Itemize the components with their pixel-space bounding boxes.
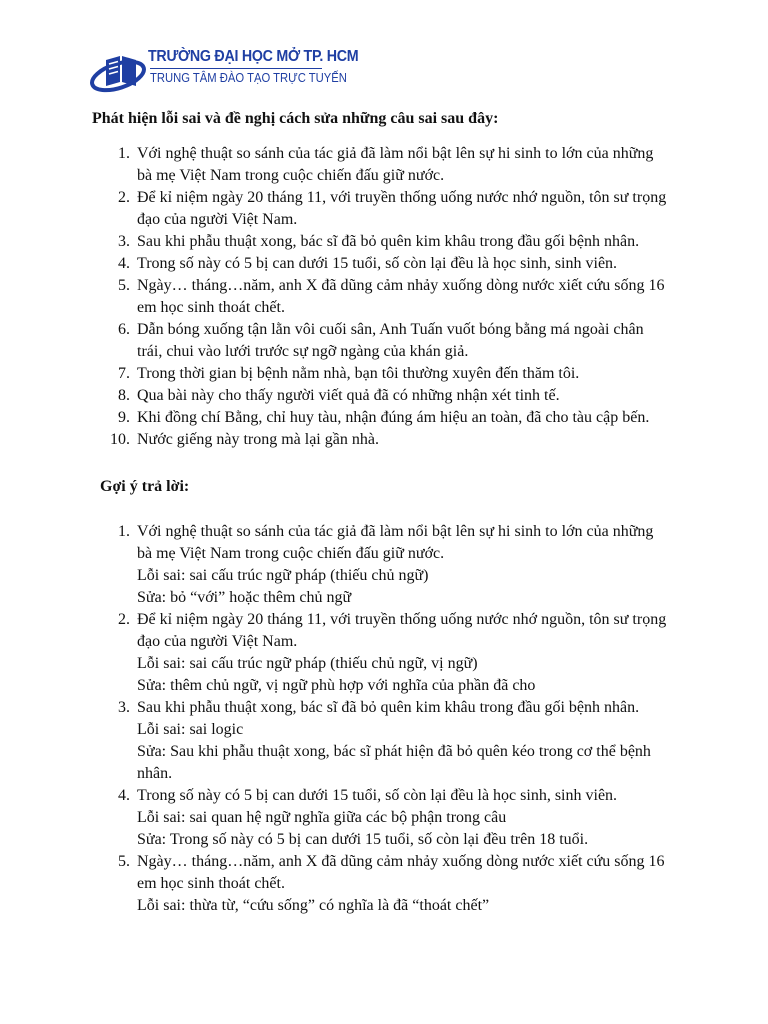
list-item-line: trái, chui vào lưới trước sự ngỡ ngàng của khán giả. (137, 343, 469, 360)
exercise-item (100, 187, 700, 231)
answer-item (100, 609, 700, 697)
list-item-line: Dẫn bóng xuống tận lằn vôi cuối sân, Anh Tuấn vuốt bóng bằng má ngoài chân (137, 321, 644, 338)
list-item-line: đạo của người Việt Nam. (137, 211, 298, 228)
list-item-line: Với nghệ thuật so sánh của tác giả đã làm nổi bật lên sự hi sinh to lớn của những (137, 523, 654, 540)
list-item-line: em học sinh thoát chết. (137, 875, 285, 892)
answer-item (100, 851, 700, 917)
book-swoosh-icon (90, 40, 150, 100)
list-item-line: nhân. (137, 765, 173, 782)
list-item-number: 4. (118, 255, 130, 272)
answers-list (100, 521, 700, 917)
list-item-line: Lỗi sai: sai cấu trúc ngữ pháp (thiếu chủ ngữ, vị ngữ) (137, 655, 478, 672)
list-item-line: Để kỉ niệm ngày 20 tháng 11, với truyền thống uống nước nhớ nguồn, tôn sư trọng (137, 611, 667, 628)
answer-item (100, 785, 700, 851)
list-item-line: Sửa: Sau khi phẫu thuật xong, bác sĩ phát hiện đã bỏ quên kéo trong cơ thể bệnh (137, 743, 651, 760)
exercise-heading: Phát hiện lỗi sai và đề nghị cách sửa những câu sai sau đây: (92, 110, 499, 127)
logo-subtitle: TRUNG TÂM ĐÀO TẠO TRỰC TUYẾN (150, 71, 347, 85)
list-item-number: 5. (118, 277, 130, 294)
list-item-line: Lỗi sai: sai logic (137, 721, 244, 738)
logo-divider (150, 68, 322, 69)
list-item-line: Sau khi phẫu thuật xong, bác sĩ đã bỏ quên kim khâu trong đầu gối bệnh nhân. (137, 233, 640, 250)
list-item-line: Sau khi phẫu thuật xong, bác sĩ đã bỏ quên kim khâu trong đầu gối bệnh nhân. (137, 699, 640, 716)
exercise-item (100, 253, 700, 275)
list-item-line: Ngày… tháng…năm, anh X đã dũng cảm nhảy xuống dòng nước xiết cứu sống 16 (137, 853, 665, 870)
university-logo (90, 40, 359, 100)
exercise-item (100, 429, 700, 451)
exercise-item (100, 143, 700, 187)
list-item-number: 3. (118, 699, 130, 716)
list-item-line: Khi đồng chí Bằng, chỉ huy tàu, nhận đúng ám hiệu an toàn, đã cho tàu cập bến. (137, 409, 650, 426)
list-item-number: 4. (118, 787, 130, 804)
answer-item (100, 697, 700, 785)
exercise-item (100, 407, 700, 429)
list-item-number: 1. (118, 145, 130, 162)
list-item-line: Nước giếng này trong mà lại gần nhà. (137, 431, 379, 448)
list-item-line: Lỗi sai: sai quan hệ ngữ nghĩa giữa các bộ phận trong câu (137, 809, 507, 826)
list-item-line: Qua bài này cho thấy người viết quả đã có những nhận xét tinh tế. (137, 387, 560, 404)
list-item-number: 6. (118, 321, 130, 338)
list-item-number: 3. (118, 233, 130, 250)
exercise-item (100, 231, 700, 253)
list-item-line: Trong số này có 5 bị can dưới 15 tuổi, số còn lại đều là học sinh, sinh viên. (137, 255, 618, 272)
list-item-number: 9. (118, 409, 130, 426)
list-item-line: Để kỉ niệm ngày 20 tháng 11, với truyền thống uống nước nhớ nguồn, tôn sư trọng (137, 189, 667, 206)
exercise-item (100, 319, 700, 363)
list-item-line: bà mẹ Việt Nam trong cuộc chiến đấu giữ nước. (137, 545, 445, 562)
logo-title: TRƯỜNG ĐẠI HỌC MỞ TP. HCM (148, 48, 359, 65)
list-item-line: Với nghệ thuật so sánh của tác giả đã làm nổi bật lên sự hi sinh to lớn của những (137, 145, 654, 162)
list-item-line: Sửa: Trong số này có 5 bị can dưới 15 tuổi, số còn lại đều trên 18 tuổi. (137, 831, 589, 848)
exercise-item (100, 385, 700, 407)
list-item-number: 8. (118, 387, 130, 404)
list-item-line: Sửa: bỏ “với” hoặc thêm chủ ngữ (137, 589, 352, 606)
exercise-item (100, 275, 700, 319)
list-item-number: 1. (118, 523, 130, 540)
answers-heading: Gợi ý trả lời: (100, 478, 190, 495)
exercise-item (100, 363, 700, 385)
list-item-line: em học sinh thoát chết. (137, 299, 285, 316)
list-item-number: 7. (118, 365, 130, 382)
list-item-number: 5. (118, 853, 130, 870)
list-item-line: Sửa: thêm chủ ngữ, vị ngữ phù hợp với nghĩa của phần đã cho (137, 677, 536, 694)
list-item-number: 2. (118, 189, 130, 206)
list-item-line: bà mẹ Việt Nam trong cuộc chiến đấu giữ nước. (137, 167, 445, 184)
list-item-line: Trong số này có 5 bị can dưới 15 tuổi, số còn lại đều là học sinh, sinh viên. (137, 787, 618, 804)
list-item-line: Lỗi sai: thừa từ, “cứu sống” có nghĩa là đã “thoát chết” (137, 897, 490, 914)
list-item-line: Lỗi sai: sai cấu trúc ngữ pháp (thiếu chủ ngữ) (137, 567, 429, 584)
list-item-line: Ngày… tháng…năm, anh X đã dũng cảm nhảy xuống dòng nước xiết cứu sống 16 (137, 277, 665, 294)
list-item-number: 10. (110, 431, 130, 448)
exercise-list (100, 143, 700, 451)
list-item-number: 2. (118, 611, 130, 628)
answer-item (100, 521, 700, 609)
list-item-line: đạo của người Việt Nam. (137, 633, 298, 650)
list-item-line: Trong thời gian bị bệnh nằm nhà, bạn tôi thường xuyên đến thăm tôi. (137, 365, 580, 382)
